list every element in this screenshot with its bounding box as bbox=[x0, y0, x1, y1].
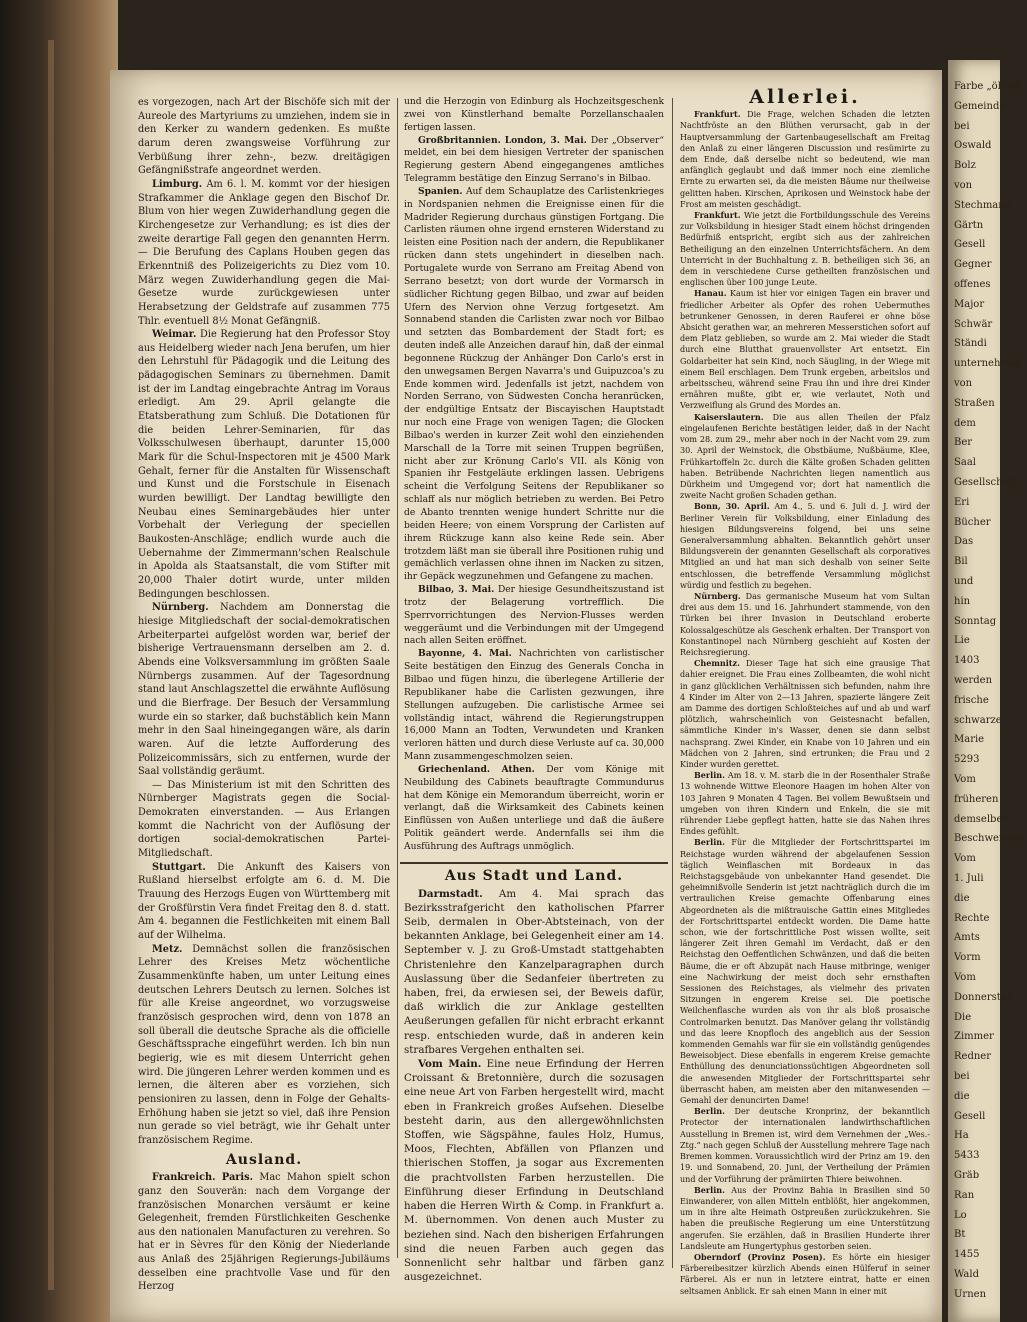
adjacent-page-fragment: Lo bbox=[954, 1209, 967, 1221]
adjacent-page-fragment: Amts bbox=[954, 932, 980, 944]
country-spanien: Spanien. bbox=[418, 185, 463, 197]
col1-paragraph-nuernberg bbox=[138, 601, 390, 779]
col3-paragraph-bonn bbox=[680, 501, 930, 591]
place-berlin-1: Berlin. bbox=[694, 770, 725, 781]
text-oberndorf: Es hörte ein hiesiger Färbereibesitzer kürzlich Abends einen Hülferuf in seiner Färberei. Als er nun in letztere eintrat, hatte er einen seltsamen Anblick. Er sah einen Mann in einer mit bbox=[680, 1252, 930, 1296]
adjacent-page-fragment: dem bbox=[954, 417, 976, 429]
text-limburg: Am 6. l. M. kommt vor der hiesigen Strafkammer die Anklage gegen den Bischof Dr. Blum von hier wegen Zuwiderhandlung gegen die Kirchengesetze zur Verhandlung; es ist dies der zweite derartige Fall gegen den genannten Herrn. — Die Berufung des Caplans Houben gegen das Erkenntniß des Polizeigerichts zu Diez vom 10. März wegen Zuwiderhandlung gegen die Mai-Gesetze wurde zurückgewiesen unter Herabsetzung der Geldstrafe auf zusammen 775 Thlr. eventuell 8½ Monat Gefängniß. bbox=[138, 178, 390, 327]
text-berlin-1: Am 18. v. M. starb die in der Rosenthaler Straße 13 wohnende Wittwe Eleonore Haagen im hohen Alter von 103 Jahren 9 Monaten 4 Tagen. Bei vollem Bewußtsein und umgeben von ihren Kindern und Enkeln, die sie mit rührender Liebe gepflegt hatten, hatte sie das Nahen ihres Endes gefühlt. bbox=[680, 771, 930, 837]
adjacent-page-fragment: demselben bbox=[954, 813, 1009, 825]
place-frankfurt-2: Frankfurt. bbox=[694, 210, 741, 221]
section-heading-stadt-und-land: Aus Stadt und Land. bbox=[444, 867, 624, 884]
col3-paragraph-berlin-4 bbox=[680, 1185, 930, 1252]
column-right bbox=[680, 86, 931, 1297]
book-binding bbox=[0, 0, 118, 1322]
col3-paragraph-frankfurt-2 bbox=[680, 210, 930, 288]
text-london: Der „Observer“ meldet, ein bei dem hiesigen Vertreter der spanischen Regierung gestern Abend eingegangenes amtliches Telegramm bestätige den Einzug Serrano's in Bilbao. bbox=[404, 135, 664, 185]
adjacent-page-fragment: Gesell bbox=[954, 1110, 986, 1122]
column-left bbox=[138, 96, 390, 1294]
adjacent-page-fragment: Donnerstag bbox=[954, 991, 1014, 1003]
text-frankfurt-1: Die Frage, welchen Schaden die letzten Nachtfröste an den Blüthen verursacht, gab in der Hauptversammlung der Gartenbaugesellschaft am Freitag den Anlaß zu einer längeren Discussion und resümirte zu dem Ende, daß derselbe nicht so bedeutend, wie man anfänglich geglaubt und daß immer noch eine ziemliche Ernte zu erwarten sei, da die meisten Bäume nur theilweise gelitten haben. Kirschen, Aprikosen und Weinstock habe der Frost am meisten geschädigt. bbox=[680, 110, 930, 209]
place-nuernberg: Nürnberg. bbox=[152, 602, 209, 614]
col2-paragraph-1: und die Herzogin von Edinburg als Hochzeitsgeschenk zwei von Künstlerhand bemalte Porzellanschaalen fertigen lassen. bbox=[404, 97, 664, 133]
adjacent-page-fragment: Das bbox=[954, 536, 974, 548]
section-divider bbox=[400, 862, 668, 864]
place-limburg: Limburg. bbox=[152, 178, 203, 190]
place-kaiserslautern: Kaiserslautern. bbox=[694, 411, 764, 422]
col1-paragraph-weimar bbox=[138, 328, 390, 601]
text-darmstadt: Am 4. Mai sprach das Bezirksstrafgericht den katholischen Pfarrer Seib, dermalen in Ober-Abtsteinach, von der bekannten Anklage, bei Gelegenheit einer am 14. September v. J. zu Groß-Umstadt stattgehabten Christenlehre den Kanzelparagraphen durch Auslassung über die Sedanfeier übertreten zu haben, frei, da erwiesen sei, der Beweis dafür, daß wirklich die zur Anklage gestellten Aeußerungen gefallen für nicht erbracht erkannt resp. entschieden wurde, daß in anderen kein strafbares Vergehen enthalten sei. bbox=[404, 887, 664, 1056]
text-hanau: Kaum ist hier vor einigen Tagen ein braver und friedlicher Arbeiter als Opfer des rohen Uebermuthes betrunkener Genossen, in deren Rauferei er ohne böse Absicht gerathen war, an mehreren Messerstichen sofort auf dem Platz geblieben, so wurde am 2. Mai wieder die Stadt durch eine Blutthat grauenvollster Art entsetzt. Ein Goldarbeiter hat sein Kind, noch Säugling, in der Wiege mit einem Beil erschlagen. Dem Trunk ergeben, arbeitslos und arbeitsscheu, während seine Frau ihn und ihre drei Kinder ernähren mußte, gibt er, wie verlautet, Noth und Verzweiflung als Grund des Mordes an. bbox=[680, 289, 930, 411]
place-oberndorf: Oberndorf (Provinz Posen). bbox=[694, 1251, 826, 1262]
adjacent-page-fragment: unternehmen bbox=[954, 358, 1023, 370]
adjacent-page-fragment: früheren bbox=[954, 793, 999, 805]
place-frankfurt-1: Frankfurt. bbox=[694, 109, 741, 120]
adjacent-page-fragment: offenes bbox=[954, 279, 991, 290]
place-berlin-2: Berlin. bbox=[694, 837, 725, 848]
col1-paragraph-limburg bbox=[138, 178, 390, 328]
adjacent-page-fragment: Urnen bbox=[954, 1288, 987, 1300]
column-rule-1 bbox=[397, 98, 398, 1258]
text-berlin-4: Aus der Provinz Bahia in Brasilien sind 50 Einwanderer, von allen Mitteln entblößt, hier angekommen, um in ihre alte Heimath Ostpreußen zurückzukehren. Sie haben die preußische Regierung um eine Unterstützung angerufen. Sie erzählen, daß in Brasilien Hunderte ihrer Landsleute am Hungertyphus gestorben seien. bbox=[680, 1185, 930, 1251]
text-frankfurt-2: Wie jetzt die Fortbildungsschule des Vereins zur Volksbildung in hiesiger Stadt einem höchst dringenden Bedürfniß entspricht, ergibt sich aus der zahlreichen Betheiligung an den einzelnen Unterrichtsfächern. An dem Unterricht in der Buchhaltung z. B. betheiligen sich 36, an dem in verschiedene Curse getheilten französischen und englischen über 100 junge Leute. bbox=[680, 211, 931, 288]
adjacent-page-fragment: Vorm bbox=[954, 952, 981, 964]
adjacent-page-fragment: Sonntag bbox=[954, 615, 997, 627]
adjacent-page-fragment: Saal bbox=[954, 457, 976, 469]
adjacent-page-fragment: Ha bbox=[954, 1130, 969, 1142]
place-weimar: Weimar. bbox=[152, 329, 197, 341]
section-heading-allerlei: Allerlei. bbox=[749, 86, 861, 108]
adjacent-page-fragment: und bbox=[954, 576, 974, 587]
adjacent-page-fragment: Zimmer bbox=[954, 1031, 994, 1043]
column-middle bbox=[404, 96, 664, 1284]
adjacent-page-edge bbox=[948, 60, 1027, 1322]
adjacent-page-fragment: Major bbox=[954, 298, 985, 310]
place-metz: Metz. bbox=[152, 943, 183, 955]
adjacent-page-fragment: Straßen bbox=[954, 397, 995, 409]
col1-paragraph-metz bbox=[138, 943, 390, 1148]
text-berlin-3: Der deutsche Kronprinz, der bekanntlich Protector der internationalen landwirthschaftlichen Ausstellung in Bremen ist, wird dem Vernehmen der „Wes.-Ztg.“ nach gegen Schluß der Ausstellung mehrere Tage nach Bremen kommen. Voraussichtlich wird der Prinz am 19. den 19. und Sonnabend, 20. Juni, der Vertheilung der Prämien und der Vorführung der prämiirten Thiere beiwohnen. bbox=[680, 1107, 930, 1184]
col1-paragraph-1: es vorgezogen, nach Art der Bischöfe sich mit der Aureole des Martyriums zu umziehen, indem sie in den Kerker zu wandern gedenken. Es mußte darum deren zwangsweise Vorführung zur Verbüßung ihrer zehn-, bezw. dreitägigen Gefängnißstrafe angeordnet werden. bbox=[138, 97, 390, 177]
text-berlin-2: Für die Mitglieder der Fortschrittspartei im Reichstage wurden während der abgelaufenen Session täglich Weinflaschen mit Bordeaux in das Reichstagsgebäude von unbekannter Hand gesendet. Die geheimnißvolle Senderin ist jetzt nachträglich durch die im vertraulichen Kreise gemachte Offenbarung eines Abgeordneten als die mißtrauische Gattin eines Mitgliedes der Fortschrittspartei entdeckt worden. Die Dame hatte schon, wie der fortschrittliche Post wissen wollte, seit längerer Zeit ihren Gemahl im Verdacht, daß er den Reichstag den Oeffentlichen Schwänzen, und daß die beiten Bäume, die er oft Abzupät nach Hause mitbringe, weniger eine Nachwirkung der meist doch sehr ernsthaften Sessionen des Reichstages, als vielmehr des privaten Sitzungen in engerem Kreise sei. Die poetische Weilchenflasche wurden als von ihr als bloß prosaische Controlmarken benutzt. Das Manöver gelang ihr vollständig und das leere Knopfloch des angeblich aus der Session kommenden Gemahls war für sie ein vollständig genügendes Beweisobject. Diese ebenfalls in engerem Kreise gemachte Enthüllung des denunciationssüchtigen Abgeordneten soll die anwesenden Mitglieder der Fortschrittspartei sehr überrascht haben, am meisten aber den mitanwesenden — Gemahl der denuncirten Dame! bbox=[680, 838, 930, 1106]
text-vom-main: Eine neue Erfindung der Herren Croissant & Bretonnière, durch die sozusagen eine neue Art von Farben hergestellt wird, macht eben in Frankreich großes Aufsehen. Dieselbe besteht darin, aus den allergewöhnlichsten Stoffen, wie Sägspähne, faules Holz, Humus, Moos, Flechten, Abfällen von Pflanzen und thierischen Stoffen, ja sogar aus Excrementen die prachtvollsten Farben herzustellen. Die Einführung dieser Erfindung in Deutschland haben die Herren Wirth & Comp. in Frankfurt a. M. übernommen. Von denen auch Muster zu beziehen sind. Nach den bisherigen Erfahrungen sind die neuen Farben auch gegen das Sonnenlicht sehr haltbar und färben ganz ausgezeichnet. bbox=[404, 1058, 664, 1284]
place-bonn: Bonn, 30. April. bbox=[694, 501, 770, 512]
adjacent-page-fragment: Schwär bbox=[954, 318, 993, 330]
col2-paragraph-bayonne bbox=[404, 648, 664, 764]
col3-paragraph-berlin-3 bbox=[680, 1106, 930, 1184]
place-london: London, 3. Mai. bbox=[504, 134, 587, 146]
adjacent-page-fragment: hin bbox=[954, 595, 971, 607]
col3-paragraph-nuernberg bbox=[680, 591, 930, 658]
adjacent-page-fragment: Wald bbox=[954, 1269, 979, 1280]
adjacent-page-fragment: werden bbox=[954, 675, 993, 686]
text-stuttgart: Die Ankunft des Kaisers von Rußland hierselbst erfolgte am 6. d. M. Die Trauung des Herzogs Eugen von Württemberg mit der Großfürstin Vera findet Freitag den 8. d. statt. Am 4. begannen die Festlichkeiten mit einem Ball auf der Wilhelma. bbox=[138, 861, 390, 942]
adjacent-page-fragment: Ber bbox=[954, 437, 973, 449]
adjacent-page-fragment: Eri bbox=[954, 496, 970, 508]
place-athen: Athen. bbox=[501, 763, 535, 775]
adjacent-page-fragment: Ständi bbox=[954, 338, 987, 350]
adjacent-page-fragment: Bil bbox=[954, 556, 968, 568]
text-nuernberg-2: Das germanische Museum hat vom Sultan drei aus dem 15. und 16. Jahrhundert stammende, von den Türken bei ihrer Invasion in Deutschland eroberte Kolossalgeschütze als Geschenk erhalten. Der Transport von Konstantinopel nach Nürnberg geschieht auf Kosten der Reichsregierung. bbox=[680, 591, 930, 657]
adjacent-page-fragment: Oswald bbox=[954, 140, 992, 152]
col3-paragraph-frankfurt-1 bbox=[680, 109, 930, 210]
col3-paragraph-berlin-1 bbox=[680, 770, 930, 837]
place-hanau: Hanau. bbox=[694, 288, 727, 299]
adjacent-page-fragment: 5293 bbox=[954, 754, 980, 766]
text-chemnitz: Dieser Tage hat sich eine grausige That dahier ereignet. Die Frau eines Zollbeamten, die wohl nicht in ganz glücklichen Verhältnissen sich befunden, nahm ihre 4 Kinder im Alter von 2—13 Jahren, spazierte längere Zeit am Damme des dortigen Schloßteiches auf und ab und warf plötzlich, wahrscheinlich von Geistesnacht befallen, sämmtliche Kinder in's Wasser, denen sie dann selbst nachsprang. Zwei Kinder, ein Knabe von 10 Jahren und ein Mädchen von 2 Jahren, sind ertrunken; die Frau und 2 Kinder wurden gerettet. bbox=[680, 659, 930, 769]
place-darmstadt: Darmstadt. bbox=[418, 887, 483, 900]
newspaper-page bbox=[110, 70, 942, 1322]
adjacent-page-fragment: Farbe „ölfarb“ bbox=[954, 81, 1027, 92]
col3-paragraph-kaiserslautern bbox=[680, 412, 930, 502]
place-nuernberg-2: Nürnberg. bbox=[694, 590, 741, 601]
country-griechenland: Griechenland. bbox=[418, 763, 491, 775]
text-athen: Der vom Könige mit Neubildung des Cabinets beauftragte Commundurus hat dem Könige ein Memorandum überreicht, worin er verlangt, daß die Wirksamkeit des Cabinets keinen Einflüssen von Außen unterliege und daß die äußere Politik geändert werde. Andernfalls sei ihm die Ausführung des Auftrags unmöglich. bbox=[404, 764, 665, 852]
binding-stripe bbox=[48, 40, 54, 1290]
adjacent-page-fragment: Ran bbox=[954, 1189, 975, 1201]
col3-paragraph-oberndorf bbox=[680, 1252, 930, 1297]
adjacent-page-fragment: Gemeinde bbox=[954, 100, 1006, 112]
adjacent-page-fragment: Bücher bbox=[954, 516, 991, 528]
col1-paragraph-ministerium: — Das Ministerium ist mit den Schritten des Nürnberger Magistrats gegen die Social-Demokraten einverstanden. — Aus Erlangen kommt die Nachricht von der Auflösung der dortigen social-demokratischen Partei-Mitgliedschaft. bbox=[138, 779, 390, 860]
adjacent-page-fragment: die bbox=[954, 892, 970, 904]
place-bilbao: Bilbao, 3. Mai. bbox=[418, 584, 495, 596]
place-bayonne: Bayonne, 4. Mai. bbox=[418, 648, 512, 660]
col2-paragraph-vom-main bbox=[404, 1057, 664, 1284]
place-stuttgart: Stuttgart. bbox=[152, 861, 206, 873]
text-bayonne: Nachrichten von carlistischer Seite bestätigen den Einzug des Generals Concha in Bilbao und fügen hinzu, die überlegene Artillerie der Republikaner habe die Carlisten gezwungen, ihre Stellungen aufzugeben. Die carlistische Armee sei vollständig intact, während die Regierungstruppen 16,000 Mann an Todten, Verwundeten und Kranken verloren hätten und durch diese Verluste auf ca. 30,000 Mann zusammengeschmolzen seien. bbox=[404, 649, 665, 763]
adjacent-page-fragment: Vom bbox=[954, 774, 976, 785]
column-rule-2 bbox=[672, 98, 673, 1268]
text-bilbao: Der hiesige Gesundheitszustand ist trotz der Belagerung vortrefflich. Die Sperrvorrichtungen des Nervion-Flusses werden weggeräumt und die Verbindungen mit der Umgegend nach allen Seiten eröffnet. bbox=[404, 585, 665, 647]
col2-paragraph-griechenland bbox=[404, 764, 664, 854]
adjacent-page-fragment: Die bbox=[954, 1011, 972, 1023]
adjacent-page-fragment: Bt bbox=[954, 1229, 966, 1241]
col2-paragraph-grossbritannien bbox=[404, 135, 664, 186]
country-frankreich: Frankreich. bbox=[152, 1172, 216, 1184]
adjacent-page-fragment: 5433 bbox=[954, 1150, 980, 1162]
adjacent-page-fragment: Lie bbox=[954, 635, 970, 647]
adjacent-page-fragment: Beschwerden bbox=[954, 833, 1023, 845]
adjacent-page-fragment: von bbox=[954, 378, 973, 389]
adjacent-page-fragment: bei bbox=[954, 1071, 970, 1082]
adjacent-page-fragment: 1455 bbox=[954, 1249, 980, 1261]
adjacent-page-fragment: Rechte bbox=[954, 912, 990, 924]
col1-paragraph-frankreich bbox=[138, 1171, 390, 1294]
adjacent-page-fragment: 1403 bbox=[954, 655, 980, 667]
place-chemnitz: Chemnitz. bbox=[694, 658, 740, 669]
adjacent-page-fragment: Vom bbox=[954, 972, 976, 983]
text-metz: Demnächst sollen die französischen Lehrer des Kreises Metz wöchentliche Zusammenkünfte haben, um unter Leitung eines deutschen Lehrers Deutsch zu lernen. Solches ist für alle Kreise angeordnet, wo vorzugsweise französisch gesprochen wird, denn von 1878 an soll überall die deutsche Sprache als die officielle Geschäftssprache eingeführt werden. Ich bin nun begierig, wie es mit diesem Unterricht gehen wird. Die jüngeren Lehrer werden kommen und es lernen, die älteren aber es vorziehen, sich pensioniren zu lassen, denn in Folge der Gehalts-Erhöhung haben sie jetzt so viel, daß ihre Pension nun gerade so viel beträgt, wie ihr Gehalt unter französischem Regime. bbox=[138, 943, 390, 1146]
place-berlin-3: Berlin. bbox=[694, 1106, 725, 1117]
section-heading-ausland: Ausland. bbox=[225, 1151, 303, 1168]
text-kaiserslautern: Die aus allen Theilen der Pfalz eingelaufenen Berichte bestätigen leider, daß in der Nacht vom 28. zum 29., mehr aber noch in der Nacht vom 29. zum 30. April der Weinstock, die Obstbäume, Nußbäume, Klee, Frühkartoffeln 2c. durch die Kälte großen Schaden gelitten haben. Betrübende Nachrichten liegen namentlich aus Dürkheim und Umgegend vor; dort hat namentlich die zweite Nacht großen Schaden gethan. bbox=[680, 412, 931, 501]
col2-paragraph-bilbao bbox=[404, 584, 664, 648]
adjacent-page-fragment: Vom bbox=[954, 853, 976, 865]
col3-paragraph-hanau bbox=[680, 288, 930, 411]
col3-paragraph-berlin-2 bbox=[680, 837, 930, 1106]
adjacent-page-fragment: Redner bbox=[954, 1051, 991, 1063]
adjacent-page-fragment: die bbox=[954, 1090, 970, 1102]
text-bonn: Am 4., 5. und 6. Juli d. J. wird der Berliner Verein für Volksbildung, einer Einladung des hiesigen Bildungsvereins folgend, bei uns seine Generalversammlung abhalten. Bekanntlich gehört unser Bildungsverein der genannten Gesellschaft als corporatives Mitglied an und hat man sich deshalb von seiner Seite entschlossen, die betreffende Versammlung möglichst würdig und festlich zu begehen. bbox=[680, 502, 930, 590]
adjacent-page-fragment: von bbox=[954, 180, 973, 191]
adjacent-page-fragment: 1. Juli bbox=[954, 873, 984, 884]
place-paris: Paris. bbox=[221, 1172, 253, 1184]
adjacent-page-fragment: Gärtn bbox=[954, 219, 984, 231]
place-vom-main: Vom Main. bbox=[418, 1058, 482, 1071]
text-spanien: Auf dem Schauplatze des Carlistenkrieges in Nordspanien nehmen die Ereignisse einen für die Madrider Regierung durchaus günstigen Fortgang. Die Carlisten räumen ohne irgend ernsteren Widerstand zu leisten eine Position nach der andern, die Republikaner rücken dann stets ungehindert in dieselben nach. Portugalete wurde von Serrano am Freitag Abend von Serrano besetzt; von dort wurde der Vormarsch in südlicher Richtung gegen Bilbao, und zwar auf beiden Ufern des Nervion ohne Verzug fortgesetzt. Am Sonnabend standen die Carlisten zwar noch vor Bilbao und setzten das Bombardement der Stadt fort; es deuten indeß alle Anzeichen darauf hin, daß der einmal begonnene Rückzug der Anhänger Don Carlo's erst in den unwegsamen Bergen Navarra's und Guipuzcoa's zu Ende kommen wird. Jedenfalls ist jetzt, nachdem von Norden Serrano, von Südwesten Concha heranrücken, der endgültige Entsatz der Biscayischen Hauptstadt nur noch eine Frage von wenigen Tagen; die Glocken Bilbao's werden in kurzer Zeit wohl den einziehenden Marschall de la Torre mit seinen Truppen begrüßen, nicht aber zur Krönung Carlo's VII. als König von Spanien ihr Festgeläute erklingen lassen. Uebrigens scheint die Verfolgung Seitens der Republikaner so schlaff als nur möglich betrieben zu werden. Bei Petro de Abanto trennten wenige hundert Schritte nur die beiden Heere; von einem Vorsprung der Carlisten auf ihrem Rückzuge kann also keine Rede sein. Aber trotzdem läßt man sie überall ihre Positionen ruhig und gemächlich verlassen ohne ihnen im Nacken zu sitzen, ihr Gepäck wegzunehmen und Gefangene zu machen. bbox=[404, 186, 664, 583]
adjacent-page-fragment: Gegner bbox=[954, 259, 992, 271]
adjacent-page-fragment: Stechmann bbox=[954, 199, 1012, 211]
country-grossbritannien: Großbritannien. bbox=[418, 134, 501, 146]
adjacent-page-fragment: frische bbox=[954, 694, 989, 706]
text-paris: Mac Mahon spielt schon ganz den Souverän: nach dem Vorgange der französischen Monarchen versäumt er keine Gelegenheit, fremden Fürstlichkeiten Geschenke aus den nationalen Manufacturen zu verehren. So hat er in Sèvres für den König der Niederlande aus Anlaß des 25jährigen Regierungs-Jubiläums desselben eine prachtvolle Vase und für den Herzog bbox=[138, 1172, 390, 1293]
col3-paragraph-chemnitz bbox=[680, 658, 930, 770]
col1-paragraph-stuttgart bbox=[138, 861, 390, 943]
text-weimar: Die Regierung hat den Professor Stoy aus Heidelberg wieder nach Jena berufen, um hier den Lehrstuhl für Pädagogik und die Leitung des pädagogischen Seminars zu übernehmen. Damit ist der im Landtag eingebrachte Antrag im Voraus erledigt. Am 29. April gelangte die Etatsberathung zum Schluß. Die Dotationen für die beiden Lehrer-Seminarien, für das Volksschulwesen überhaupt, darunter 15,000 Mark für die Schul-Inspectoren mit je 4500 Mark Gehalt, ferner für die Anstalten für Wissenschaft und Kunst und die Forstschule in Eisenach wurden bewilligt. Der Landtag bewilligte den Neubau eines Seminargebäudes hier unter Vorbehalt der Verlegung der speciellen Baukosten-Anschläge; endlich wurde auch die Uebernahme der Zimmermann'schen Realschule in Apolda als Staatsanstalt, die vom Stifter mit 20,000 Thaler dotirt wurde, unter milden Bedingungen beschlossen. bbox=[138, 329, 390, 600]
adjacent-page-fragment: schwarze bbox=[954, 714, 1002, 726]
adjacent-page-fragment: Gräb bbox=[954, 1170, 980, 1181]
col2-paragraph-spanien bbox=[404, 186, 664, 584]
adjacent-page-fragment: Marie bbox=[954, 734, 985, 746]
adjacent-page-fragment: Gesellschaft bbox=[954, 477, 1017, 488]
col2-paragraph-darmstadt bbox=[404, 887, 664, 1057]
adjacent-page-fragment: Gesell bbox=[954, 239, 986, 251]
adjacent-page-fragment: bei bbox=[954, 120, 970, 132]
text-nuernberg: Nachdem am Donnerstag die hiesige Mitgliedschaft der social-demokratischen Arbeiterpartei aufgelöst worden war, berief der bisherige Vertrauensmann derselben am 2. d. Abends eine Volksversammlung im größten Saale Nürnbergs zusammen. Auf der Tagesordnung stand laut Anschlagszettel die erwähnte Auflösung und die Bierfrage. Der Besuch der Versammlung wurde ein so starker, daß buchstäblich kein Mann mehr in den Saal hineingegangen wäre, als darin waren. Auf die letzte Aufforderung des Polizeicommissärs, sich zu entfernen, wurde der Saal vollständig geräumt. bbox=[138, 602, 390, 778]
place-berlin-4: Berlin. bbox=[694, 1184, 725, 1195]
adjacent-page-fragment: Bolz bbox=[954, 160, 976, 172]
